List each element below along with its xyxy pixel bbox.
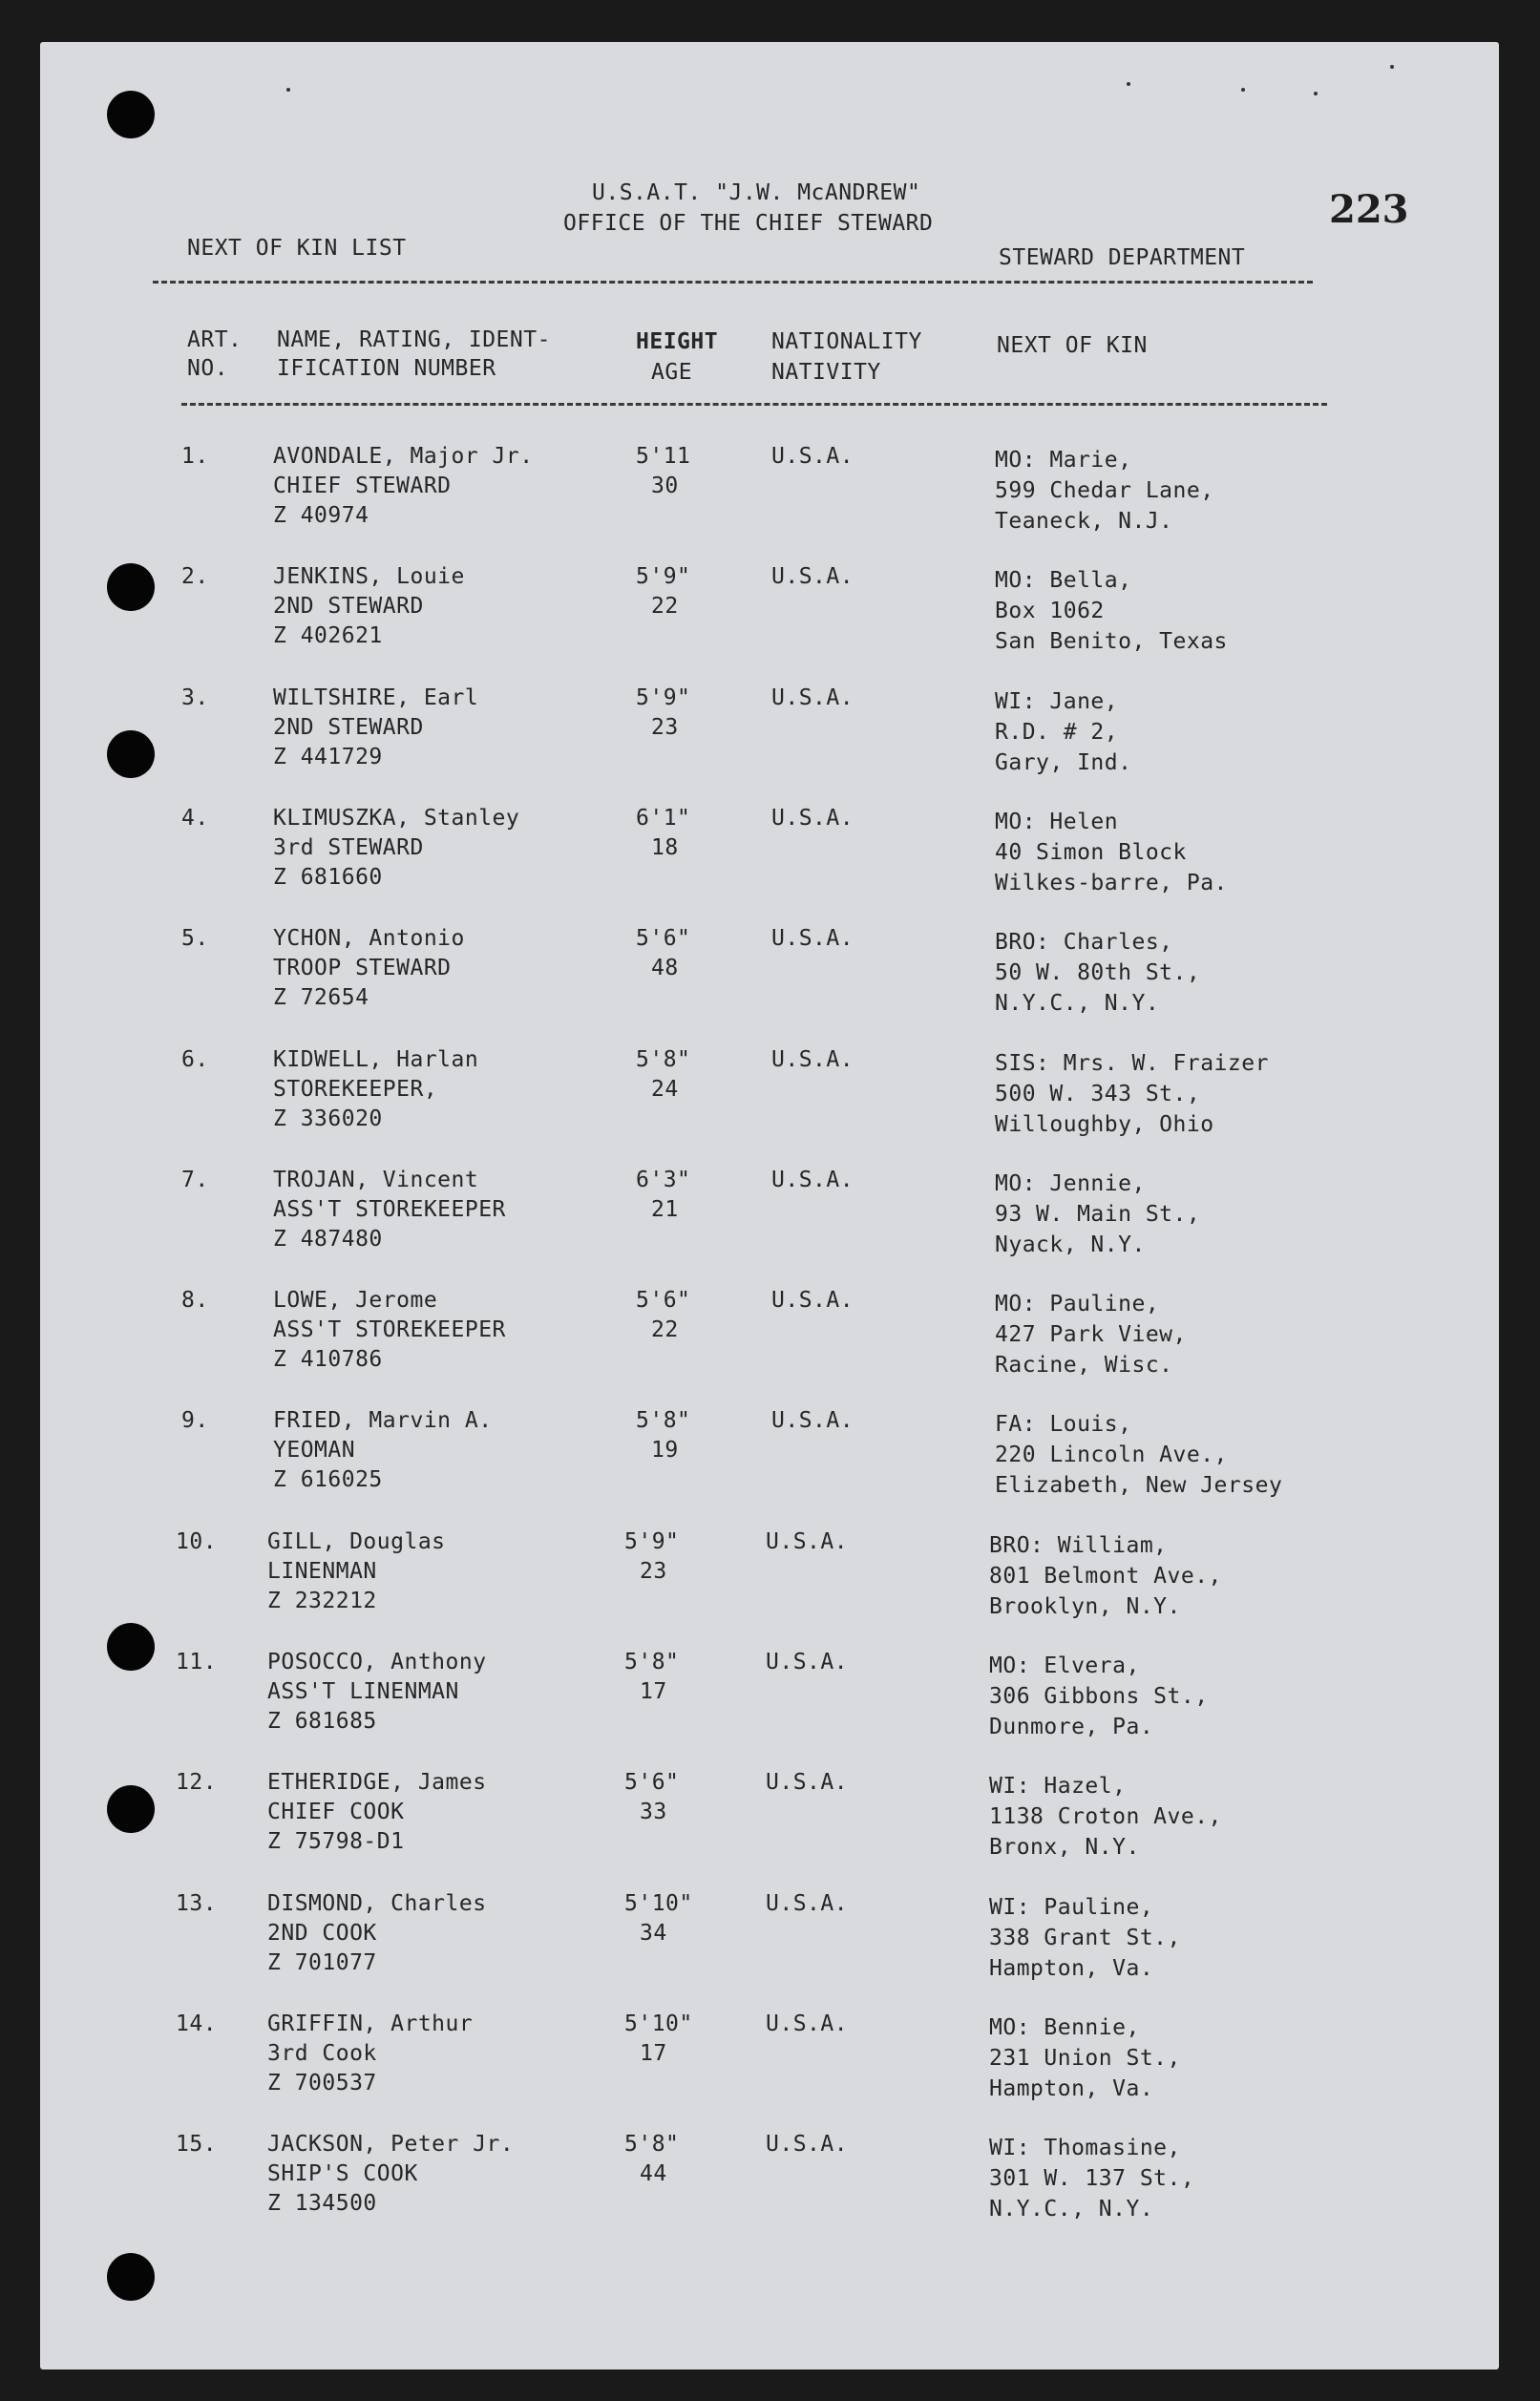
crew-id: Z 410786	[273, 1347, 383, 1372]
next-of-kin-line: 427 Park View,	[995, 1322, 1187, 1347]
crew-rating: LINENMAN	[267, 1559, 377, 1584]
crew-name: AVONDALE, Major Jr.	[273, 444, 534, 469]
crew-rating: 2ND STEWARD	[273, 715, 424, 740]
next-of-kin-line: MO: Jennie,	[995, 1171, 1146, 1196]
next-of-kin-line: San Benito, Texas	[995, 629, 1228, 654]
crew-rating: CHIEF STEWARD	[273, 474, 452, 498]
crew-nationality: U.S.A.	[766, 2132, 849, 2157]
crew-name: GILL, Douglas	[267, 1529, 446, 1554]
column-divider	[181, 403, 1327, 406]
crew-age: 30	[651, 474, 679, 498]
crew-age: 19	[651, 1438, 679, 1463]
crew-name: POSOCCO, Anthony	[267, 1650, 487, 1674]
crew-id: Z 487480	[273, 1227, 383, 1252]
crew-name: KLIMUSZKA, Stanley	[273, 806, 520, 831]
crew-age: 18	[651, 835, 679, 860]
crew-height: 5'10"	[624, 2011, 693, 2036]
crew-name: DISMOND, Charles	[267, 1891, 487, 1916]
crew-name: JENKINS, Louie	[273, 564, 465, 589]
crew-rating: ASS'T STOREKEEPER	[273, 1317, 506, 1342]
next-of-kin-line: Box 1062	[995, 599, 1105, 623]
crew-height: 5'9"	[636, 685, 691, 710]
crew-rating: 2ND STEWARD	[273, 594, 424, 619]
column-header-line: AGE	[651, 360, 693, 385]
crew-nationality: U.S.A.	[771, 1288, 854, 1313]
next-of-kin-line: Dunmore, Pa.	[989, 1715, 1154, 1739]
next-of-kin-line: 220 Lincoln Ave.,	[995, 1443, 1228, 1467]
crew-height: 5'9"	[624, 1529, 680, 1554]
crew-height: 5'11	[636, 444, 691, 469]
crew-height: 5'6"	[624, 1770, 680, 1795]
crew-age: 23	[640, 1559, 667, 1584]
crew-rating: YEOMAN	[273, 1438, 356, 1463]
next-of-kin-line: Teaneck, N.J.	[995, 509, 1173, 534]
next-of-kin-line: N.Y.C., N.Y.	[995, 991, 1160, 1016]
crew-age: 17	[640, 1679, 667, 1704]
column-header-line: NEXT OF KIN	[997, 333, 1148, 358]
next-of-kin-line: WI: Hazel,	[989, 1774, 1127, 1799]
paper-speck	[1390, 65, 1394, 69]
crew-name: TROJAN, Vincent	[273, 1168, 479, 1192]
crew-id: Z 134500	[267, 2191, 377, 2216]
column-header-line: ART.	[187, 327, 243, 352]
next-of-kin-line: MO: Marie,	[995, 448, 1132, 473]
row-number: 5.	[181, 926, 209, 951]
department-name: STEWARD DEPARTMENT	[999, 245, 1246, 270]
crew-nationality: U.S.A.	[766, 1650, 849, 1674]
crew-age: 48	[651, 956, 679, 980]
column-header-line: IFICATION NUMBER	[277, 356, 496, 381]
crew-id: Z 72654	[273, 985, 369, 1010]
next-of-kin-line: R.D. # 2,	[995, 720, 1119, 745]
row-number: 12.	[176, 1770, 218, 1795]
next-of-kin-line: 93 W. Main St.,	[995, 1202, 1201, 1227]
binder-hole	[107, 1623, 155, 1671]
next-of-kin-line: Elizabeth, New Jersey	[995, 1473, 1283, 1498]
next-of-kin-line: Hampton, Va.	[989, 1956, 1154, 1981]
crew-name: ETHERIDGE, James	[267, 1770, 487, 1795]
next-of-kin-line: 500 W. 343 St.,	[995, 1082, 1201, 1106]
crew-nationality: U.S.A.	[771, 685, 854, 710]
next-of-kin-line: SIS: Mrs. W. Fraizer	[995, 1051, 1269, 1076]
crew-id: Z 700537	[267, 2071, 377, 2096]
binder-hole	[107, 1785, 155, 1833]
crew-name: FRIED, Marvin A.	[273, 1408, 493, 1433]
next-of-kin-line: MO: Bella,	[995, 568, 1132, 593]
crew-name: KIDWELL, Harlan	[273, 1047, 479, 1072]
next-of-kin-line: 50 W. 80th St.,	[995, 960, 1201, 985]
crew-height: 5'8"	[624, 1650, 680, 1674]
crew-rating: ASS'T STOREKEEPER	[273, 1197, 506, 1222]
crew-age: 17	[640, 2041, 667, 2066]
crew-nationality: U.S.A.	[771, 564, 854, 589]
next-of-kin-line: Hampton, Va.	[989, 2076, 1154, 2101]
paper-speck	[1241, 88, 1245, 92]
next-of-kin-line: 306 Gibbons St.,	[989, 1684, 1209, 1709]
row-number: 14.	[176, 2011, 218, 2036]
crew-height: 6'3"	[636, 1168, 691, 1192]
column-header-line: HEIGHT	[636, 329, 719, 354]
crew-rating: 3rd STEWARD	[273, 835, 424, 860]
list-title: NEXT OF KIN LIST	[187, 236, 407, 261]
crew-height: 5'6"	[636, 926, 691, 951]
crew-id: Z 336020	[273, 1106, 383, 1131]
crew-nationality: U.S.A.	[771, 806, 854, 831]
crew-nationality: U.S.A.	[766, 2011, 849, 2036]
row-number: 8.	[181, 1288, 209, 1313]
crew-height: 6'1"	[636, 806, 691, 831]
crew-id: Z 402621	[273, 623, 383, 648]
crew-name: GRIFFIN, Arthur	[267, 2011, 474, 2036]
next-of-kin-line: Willoughby, Ohio	[995, 1112, 1214, 1137]
crew-id: Z 441729	[273, 745, 383, 769]
crew-nationality: U.S.A.	[766, 1770, 849, 1795]
next-of-kin-line: N.Y.C., N.Y.	[989, 2197, 1154, 2222]
row-number: 13.	[176, 1891, 218, 1916]
next-of-kin-line: 338 Grant St.,	[989, 1926, 1181, 1950]
crew-age: 24	[651, 1077, 679, 1102]
next-of-kin-line: WI: Jane,	[995, 689, 1119, 714]
binder-hole	[107, 730, 155, 778]
crew-nationality: U.S.A.	[771, 1047, 854, 1072]
next-of-kin-line: MO: Bennie,	[989, 2015, 1140, 2040]
row-number: 11.	[176, 1650, 218, 1674]
crew-age: 23	[651, 715, 679, 740]
next-of-kin-line: WI: Pauline,	[989, 1895, 1154, 1920]
next-of-kin-line: Bronx, N.Y.	[989, 1835, 1140, 1860]
crew-rating: ASS'T LINENMAN	[267, 1679, 459, 1704]
crew-height: 5'8"	[624, 2132, 680, 2157]
next-of-kin-line: 801 Belmont Ave.,	[989, 1564, 1222, 1589]
crew-id: Z 701077	[267, 1950, 377, 1975]
page-number: 223	[1329, 187, 1409, 232]
column-header-line: NATIVITY	[771, 360, 881, 385]
crew-age: 21	[651, 1197, 679, 1222]
crew-nationality: U.S.A.	[766, 1891, 849, 1916]
crew-nationality: U.S.A.	[771, 1168, 854, 1192]
crew-age: 22	[651, 1317, 679, 1342]
next-of-kin-line: 1138 Croton Ave.,	[989, 1804, 1222, 1829]
crew-nationality: U.S.A.	[771, 444, 854, 469]
paper-speck	[1314, 92, 1318, 95]
next-of-kin-line: Gary, Ind.	[995, 750, 1132, 775]
next-of-kin-line: BRO: Charles,	[995, 930, 1173, 955]
next-of-kin-line: Wilkes-barre, Pa.	[995, 871, 1228, 895]
crew-nationality: U.S.A.	[771, 1408, 854, 1433]
crew-rating: TROOP STEWARD	[273, 956, 452, 980]
crew-height: 5'10"	[624, 1891, 693, 1916]
crew-name: WILTSHIRE, Earl	[273, 685, 479, 710]
next-of-kin-line: MO: Elvera,	[989, 1653, 1140, 1678]
column-header-line: NAME, RATING, IDENT-	[277, 327, 551, 352]
crew-id: Z 616025	[273, 1467, 383, 1492]
crew-rating: STOREKEEPER,	[273, 1077, 438, 1102]
row-number: 10.	[176, 1529, 218, 1554]
row-number: 1.	[181, 444, 209, 469]
column-header-line: NATIONALITY	[771, 329, 922, 354]
next-of-kin-line: MO: Helen	[995, 810, 1119, 834]
crew-height: 5'8"	[636, 1047, 691, 1072]
next-of-kin-line: MO: Pauline,	[995, 1292, 1160, 1316]
row-number: 15.	[176, 2132, 218, 2157]
crew-rating: CHIEF COOK	[267, 1800, 405, 1824]
crew-id: Z 40974	[273, 503, 369, 528]
crew-rating: 2ND COOK	[267, 1921, 377, 1946]
header-divider	[153, 281, 1313, 284]
crew-rating: SHIP'S COOK	[267, 2161, 418, 2186]
row-number: 7.	[181, 1168, 209, 1192]
crew-id: Z 75798-D1	[267, 1829, 405, 1854]
next-of-kin-line: WI: Thomasine,	[989, 2136, 1181, 2160]
paper-speck	[1127, 82, 1130, 86]
next-of-kin-line: 599 Chedar Lane,	[995, 478, 1214, 503]
next-of-kin-line: FA: Louis,	[995, 1412, 1132, 1437]
next-of-kin-line: 301 W. 137 St.,	[989, 2166, 1195, 2191]
row-number: 6.	[181, 1047, 209, 1072]
binder-hole	[107, 2253, 155, 2301]
row-number: 3.	[181, 685, 209, 710]
vessel-name: U.S.A.T. "J.W. McANDREW"	[592, 180, 921, 205]
crew-height: 5'6"	[636, 1288, 691, 1313]
row-number: 9.	[181, 1408, 209, 1433]
next-of-kin-line: Racine, Wisc.	[995, 1353, 1173, 1378]
binder-hole	[107, 91, 155, 138]
crew-name: JACKSON, Peter Jr.	[267, 2132, 515, 2157]
crew-rating: 3rd Cook	[267, 2041, 377, 2066]
crew-nationality: U.S.A.	[771, 926, 854, 951]
next-of-kin-line: 231 Union St.,	[989, 2046, 1181, 2071]
office-name: OFFICE OF THE CHIEF STEWARD	[563, 211, 934, 236]
binder-hole	[107, 563, 155, 611]
crew-id: Z 681685	[267, 1709, 377, 1734]
row-number: 2.	[181, 564, 209, 589]
crew-height: 5'9"	[636, 564, 691, 589]
crew-nationality: U.S.A.	[766, 1529, 849, 1554]
crew-id: Z 232212	[267, 1589, 377, 1613]
crew-age: 34	[640, 1921, 667, 1946]
column-header-line: NO.	[187, 356, 229, 381]
crew-age: 44	[640, 2161, 667, 2186]
crew-name: LOWE, Jerome	[273, 1288, 438, 1313]
paper-speck	[286, 88, 290, 92]
next-of-kin-line: 40 Simon Block	[995, 840, 1187, 865]
next-of-kin-line: Brooklyn, N.Y.	[989, 1594, 1181, 1619]
crew-id: Z 681660	[273, 865, 383, 890]
next-of-kin-line: BRO: William,	[989, 1533, 1168, 1558]
crew-name: YCHON, Antonio	[273, 926, 465, 951]
crew-height: 5'8"	[636, 1408, 691, 1433]
next-of-kin-line: Nyack, N.Y.	[995, 1232, 1146, 1257]
row-number: 4.	[181, 806, 209, 831]
crew-age: 33	[640, 1800, 667, 1824]
crew-age: 22	[651, 594, 679, 619]
